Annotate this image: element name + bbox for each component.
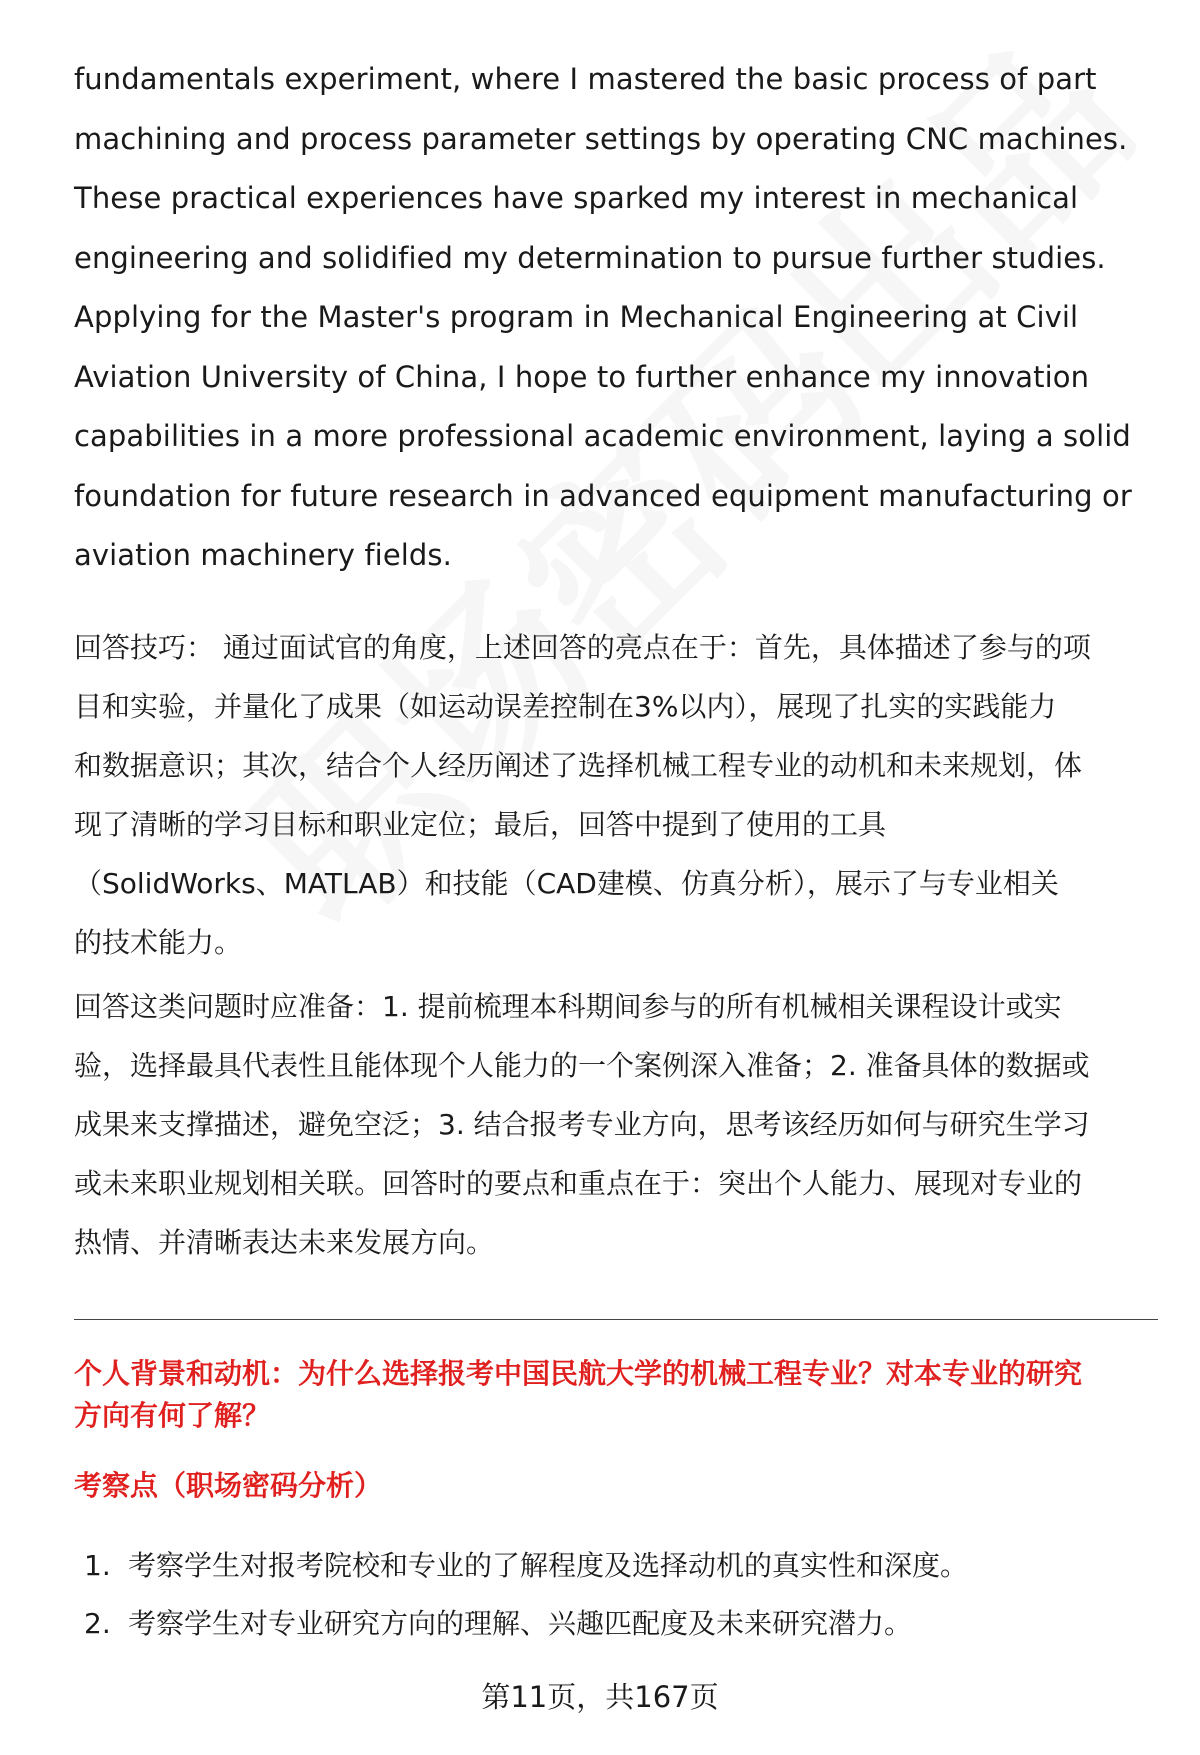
tips-line: （SolidWorks、MATLAB）和技能（CAD建模、仿真分析），展示了与专业相关 — [74, 867, 1059, 900]
preparation-paragraph — [74, 977, 1159, 1272]
list-item — [84, 1595, 1144, 1653]
preparation-line: 成果来支撑描述，避免空泛；3. 结合报考专业方向，思考该经历如何与研究生学习 — [74, 1108, 1090, 1141]
preparation-line: 回答这类问题时应准备：1. 提前梳理本科期间参与的所有机械相关课程设计或实 — [74, 990, 1062, 1023]
answer-line: capabilities in a more professional academic environment, laying a solid — [74, 419, 1131, 453]
tips-line: 的技术能力。 — [74, 926, 243, 959]
list-number: 2. — [84, 1607, 111, 1640]
page-number-footer: 第11页，共167页 — [481, 1680, 719, 1714]
answer-line: Aviation University of China, I hope to further enhance my innovation — [74, 359, 1090, 394]
question-heading — [74, 1353, 1164, 1437]
answer-line: Applying for the Master's program in Mechanical Engineering at Civil — [74, 300, 1079, 334]
tips-line: 目和实验，并量化了成果（如运动误差控制在3%以内），展现了扎实的实践能力 — [74, 690, 1057, 723]
list-item-text: 考察学生对报考院校和专业的了解程度及选择动机的真实性和深度。 — [128, 1549, 969, 1582]
preparation-line: 验，选择最具代表性且能体现个人能力的一个案例深入准备；2. 准备具体的数据或 — [74, 1049, 1090, 1082]
answer-line: aviation machinery fields. — [74, 538, 452, 572]
preparation-line: 或未来职业规划相关联。回答时的要点和重点在于：突出个人能力、展现对专业的 — [74, 1167, 1083, 1200]
answer-line: fundamentals experiment, where I mastered the basic process of part — [74, 62, 1097, 96]
answer-line: foundation for future research in advanced equipment manufacturing or — [74, 478, 1132, 513]
section-divider — [74, 1319, 1158, 1320]
answer-english-paragraph — [74, 50, 1154, 586]
tips-line: 和数据意识；其次，结合个人经历阐述了选择机械工程专业的动机和未来规划，体 — [74, 749, 1083, 782]
question-line: 个人背景和动机：为什么选择报考中国民航大学的机械工程专业？对本专业的研究 — [74, 1357, 1083, 1390]
preparation-line: 热情、并清晰表达未来发展方向。 — [74, 1226, 495, 1259]
list-item-text: 考察学生对专业研究方向的理解、兴趣匹配度及未来研究潜力。 — [128, 1607, 913, 1640]
answer-line: These practical experiences have sparked my interest in mechanical — [74, 181, 1079, 215]
tips-line: 回答技巧： 通过面试官的角度，上述回答的亮点在于：首先，具体描述了参与的项 — [74, 631, 1091, 664]
answer-line: engineering and solidified my determination to pursue further studies. — [74, 240, 1106, 275]
assessment-points-list — [84, 1537, 1144, 1653]
question-line: 方向有何了解？ — [74, 1399, 271, 1432]
list-number: 1. — [84, 1549, 111, 1582]
section-title: 考察点（职场密码分析） — [74, 1469, 383, 1502]
list-item — [84, 1537, 1144, 1595]
answer-tips-paragraph — [74, 618, 1159, 972]
answer-line: machining and process parameter settings by operating CNC machines. — [74, 121, 1128, 156]
tips-line: 现了清晰的学习目标和职业定位；最后，回答中提到了使用的工具 — [74, 808, 887, 841]
